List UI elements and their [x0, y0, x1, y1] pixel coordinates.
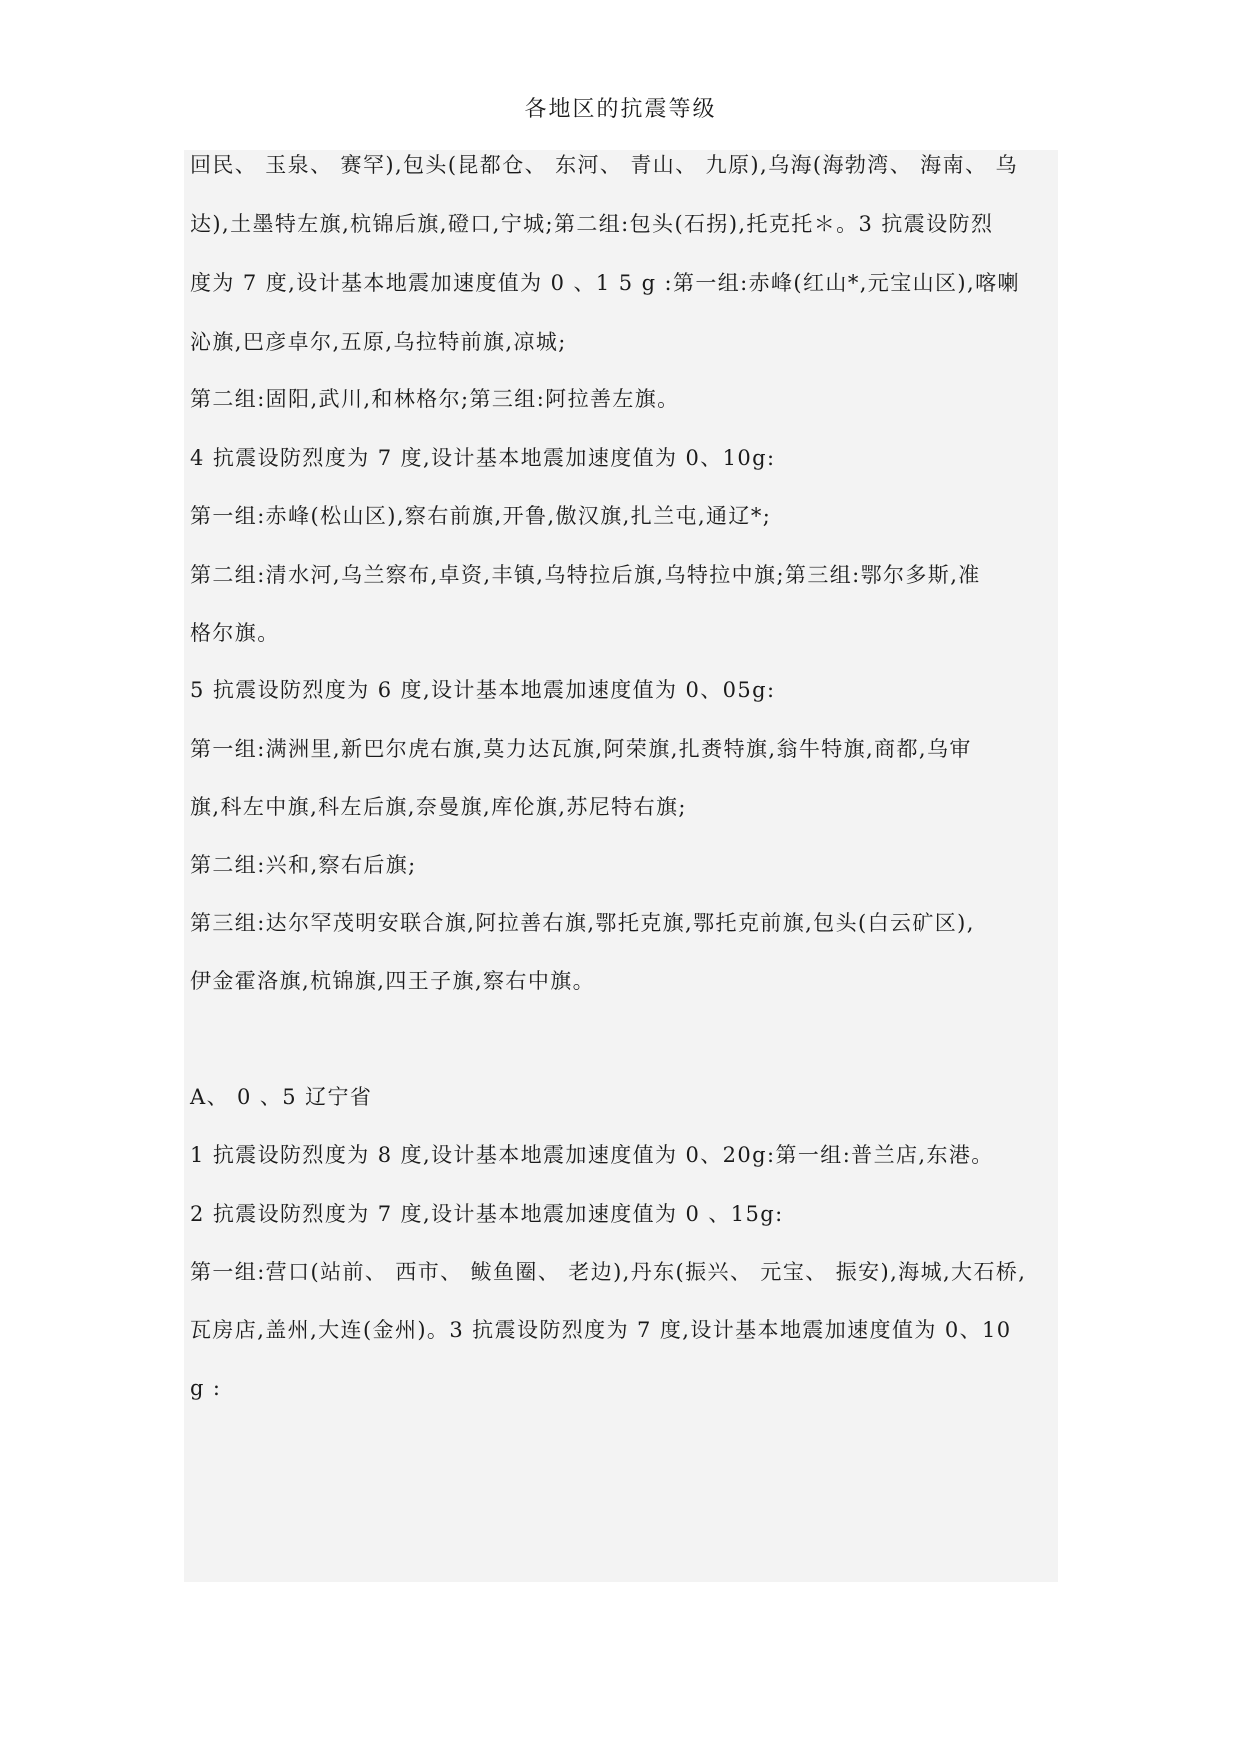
text-line: g : [190, 1376, 222, 1400]
text-line: 第一组:营口(站前、 西市、 鲅鱼圈、 老边),丹东(振兴、 元宝、 振安),海城,大石桥, [190, 1260, 1027, 1284]
text-line: 2 抗震设防烈度为 7 度,设计基本地震加速度值为 0 、15g: [190, 1202, 784, 1226]
text-line: 第一组:满洲里,新巴尔虎右旗,莫力达瓦旗,阿荣旗,扎赉特旗,翁牛特旗,商都,乌审 [190, 737, 972, 761]
text-line: 达),土墨特左旗,杭锦后旗,磴口,宁城;第二组:包头(石拐),托克托＊。3 抗震设防烈 [190, 212, 994, 236]
text-line: 回民、 玉泉、 赛罕),包头(昆都仓、 东河、 青山、 九原),乌海(海勃湾、 海南、 乌 [190, 153, 1018, 177]
text-line: 第三组:达尔罕茂明安联合旗,阿拉善右旗,鄂托克旗,鄂托克前旗,包头(白云矿区), [190, 911, 975, 935]
text-line: 4 抗震设防烈度为 7 度,设计基本地震加速度值为 0、10g: [190, 446, 776, 470]
section-heading: A、 0 、5 辽宁省 [190, 1085, 373, 1109]
text-line: 格尔旗。 [190, 621, 280, 645]
text-line: 第二组:兴和,察右后旗; [190, 853, 417, 877]
text-line: 第一组:赤峰(松山区),察右前旗,开鲁,傲汉旗,扎兰屯,通辽*; [190, 504, 772, 528]
document-body [184, 150, 1058, 1582]
text-line: 5 抗震设防烈度为 6 度,设计基本地震加速度值为 0、05g: [190, 678, 776, 702]
text-line: 沁旗,巴彦卓尔,五原,乌拉特前旗,凉城; [190, 330, 567, 354]
text-line: 度为 7 度,设计基本地震加速度值为 0 、1 5 g :第一组:赤峰(红山*,元宝山区),喀喇 [190, 271, 1020, 295]
text-line: 第二组:固阳,武川,和林格尔;第三组:阿拉善左旗。 [190, 387, 680, 411]
text-line: 旗,科左中旗,科左后旗,奈曼旗,库伦旗,苏尼特右旗; [190, 795, 687, 819]
page-title: 各地区的抗震等级 [524, 97, 717, 122]
text-line: 瓦房店,盖州,大连(金州)。3 抗震设防烈度为 7 度,设计基本地震加速度值为 0、10 [190, 1318, 1012, 1342]
text-line: 伊金霍洛旗,杭锦旗,四王子旗,察右中旗。 [190, 969, 596, 993]
text-line: 第二组:清水河,乌兰察布,卓资,丰镇,乌特拉后旗,乌特拉中旗;第三组:鄂尔多斯,准 [190, 563, 981, 587]
text-line: 1 抗震设防烈度为 8 度,设计基本地震加速度值为 0、20g:第一组:普兰店,东港。 [190, 1143, 994, 1167]
